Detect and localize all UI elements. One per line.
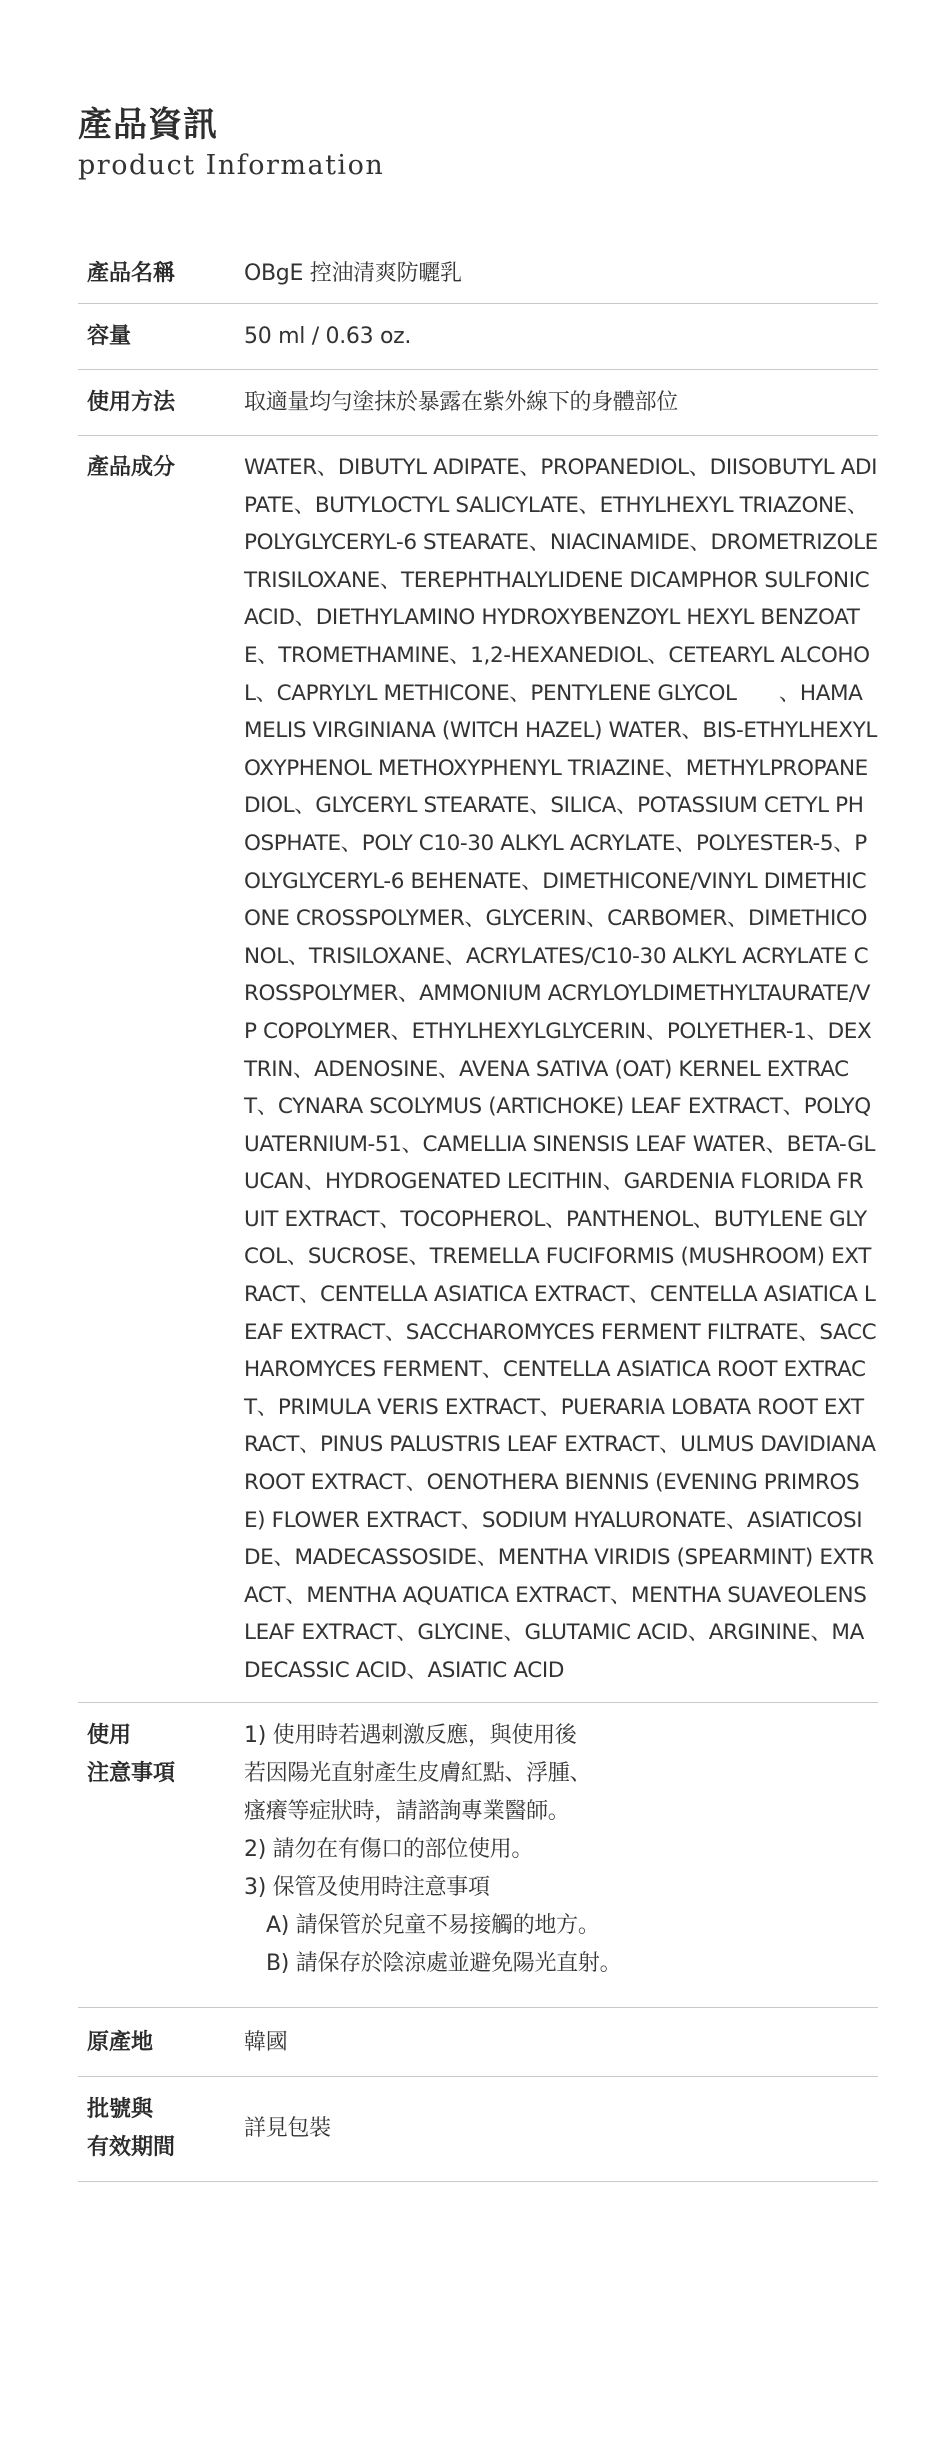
table-row-product-name: [78, 236, 878, 304]
origin-label: 原產地: [87, 2029, 154, 2055]
table-row-ingredients: [78, 436, 878, 1703]
table-row-capacity: [78, 304, 878, 370]
batch-value: 詳見包裝: [244, 2115, 331, 2141]
caution-label-line: 使用: [87, 1722, 132, 1748]
caution-line: A) 請保管於兒童不易接觸的地方。: [266, 1912, 600, 1938]
caution-line: 瘙癢等症狀時，請諮詢專業醫師。: [244, 1798, 570, 1824]
origin-value: 韓國: [244, 2029, 288, 2055]
ingredients-value: WATER、DIBUTYL ADIPATE、PROPANEDIOL、DIISOBUTYL ADIPATE、BUTYLOCTYL SALICYLATE、ETHYLHEXYL TRIAZONE、POLYGLYCERYL-6 STEARATE、NIACINAMIDE、DROMETRIZOLE TRISILOXANE、TEREPHTHALYLIDENE DICAMPHOR SULFONIC ACID、DIETHYLAMINO HYDROXYBENZOYL HEXYL BENZOATE、TROMETHAMINE、1,2-HEXANEDIOL、CETEARYL ALCOHOL、CAPRYLYL METHICONE、PENTYLENE GLYCOL 、HAMAMELIS VIRGINIANA (WITCH HAZEL) WATER、BIS-ETHYLHEXYLOXYPHENOL METHOXYPHENYL TRIAZINE、METHYLPROPANEDIOL、GLYCERYL STEARATE、SILICA、POTASSIUM CETYL PHOSPHATE、POLY C10-30 ALKYL ACRYLATE、POLYESTER-5、POLYGLYCERYL-6 BEHENATE、DIMETHICONE/VINYL DIMETHICONE CROSSPOLYMER、GLYCERIN、CARBOMER、DIMETHICONOL、TRISILOXANE、ACRYLATES/C10-30 ALKYL ACRYLATE CROSSPOLYMER、AMMONIUM ACRYLOYLDIMETHYLTAURATE/VP COPOLYMER、ETHYLHEXYLGLYCERIN、POLYETHER-1、DEXTRIN、ADENOSINE、AVENA SATIVA (OAT) KERNEL EXTRACT、CYNARA SCOLYMUS (ARTICHOKE) LEAF EXTRACT、POLYQUATERNIUM-51、CAMELLIA SINENSIS LEAF WATER、BETA-GLUCAN、HYDROGENATED LECITHIN、GARDENIA FLORIDA FRUIT EXTRACT、TOCOPHEROL、PANTHENOL、BUTYLENE GLYCOL、SUCROSE、TREMELLA FUCIFORMIS (MUSHROOM) EXTRACT、CENTELLA ASIATICA EXTRACT、CENTELLA ASIATICA LEAF EXTRACT、SACCHAROMYCES FERMENT FILTRATE、SACCHAROMYCES FERMENT、CENTELLA ASIATICA ROOT EXTRACT、PRIMULA VERIS EXTRACT、PUERARIA LOBATA ROOT EXTRACT、PINUS PALUSTRIS LEAF EXTRACT、ULMUS DAVIDIANA ROOT EXTRACT、OENOTHERA BIENNIS (EVENING PRIMROSE) FLOWER EXTRACT、SODIUM HYALURONATE、ASIATICOSIDE、MADECASSOSIDE、MENTHA VIRIDIS (SPEARMINT) EXTRACT、MENTHA AQUATICA EXTRACT、MENTHA SUAVEOLENS LEAF EXTRACT、GLYCINE、GLUTAMIC ACID、ARGININE、MADECASSIC ACID、ASIATIC ACID: [244, 455, 878, 1683]
caution-line: 若因陽光直射產生皮膚紅點、浮腫、: [244, 1760, 592, 1786]
table-row-batch-expiry: [78, 2077, 878, 2182]
table-row-usage: [78, 370, 878, 436]
table-row-caution: [78, 1703, 878, 2008]
table-row-origin: [78, 2008, 878, 2077]
capacity-label: 容量: [87, 324, 132, 349]
page-subtitle: product Information: [78, 150, 385, 181]
product-name-label: 產品名稱: [87, 261, 176, 286]
caution-label: [78, 1717, 244, 1983]
page-title: 產品資訊: [78, 105, 218, 145]
product-info-table: [78, 236, 878, 2182]
caution-line: 1) 使用時若遇刺激反應，與使用後: [244, 1722, 577, 1748]
batch-label-line: 有效期間: [87, 2134, 176, 2160]
product-name-value: OBgE 控油清爽防曬乳: [244, 261, 462, 286]
batch-label: [78, 2091, 244, 2167]
capacity-value: 50 ml / 0.63 oz.: [244, 324, 412, 349]
product-information-section: [78, 104, 878, 2182]
batch-label-line: 批號與: [87, 2096, 154, 2122]
usage-value: 取適量均勻塗抹於暴露在紫外線下的身體部位: [244, 390, 679, 415]
usage-label: 使用方法: [87, 390, 176, 415]
ingredients-label: 產品成分: [87, 455, 176, 480]
caution-label-line: 注意事項: [87, 1760, 176, 1786]
caution-line: 3) 保管及使用時注意事項: [244, 1874, 490, 1900]
caution-line: B) 請保存於陰涼處並避免陽光直射。: [266, 1950, 622, 1976]
caution-value: [244, 1717, 878, 1983]
caution-line: 2) 請勿在有傷口的部位使用。: [244, 1836, 534, 1862]
